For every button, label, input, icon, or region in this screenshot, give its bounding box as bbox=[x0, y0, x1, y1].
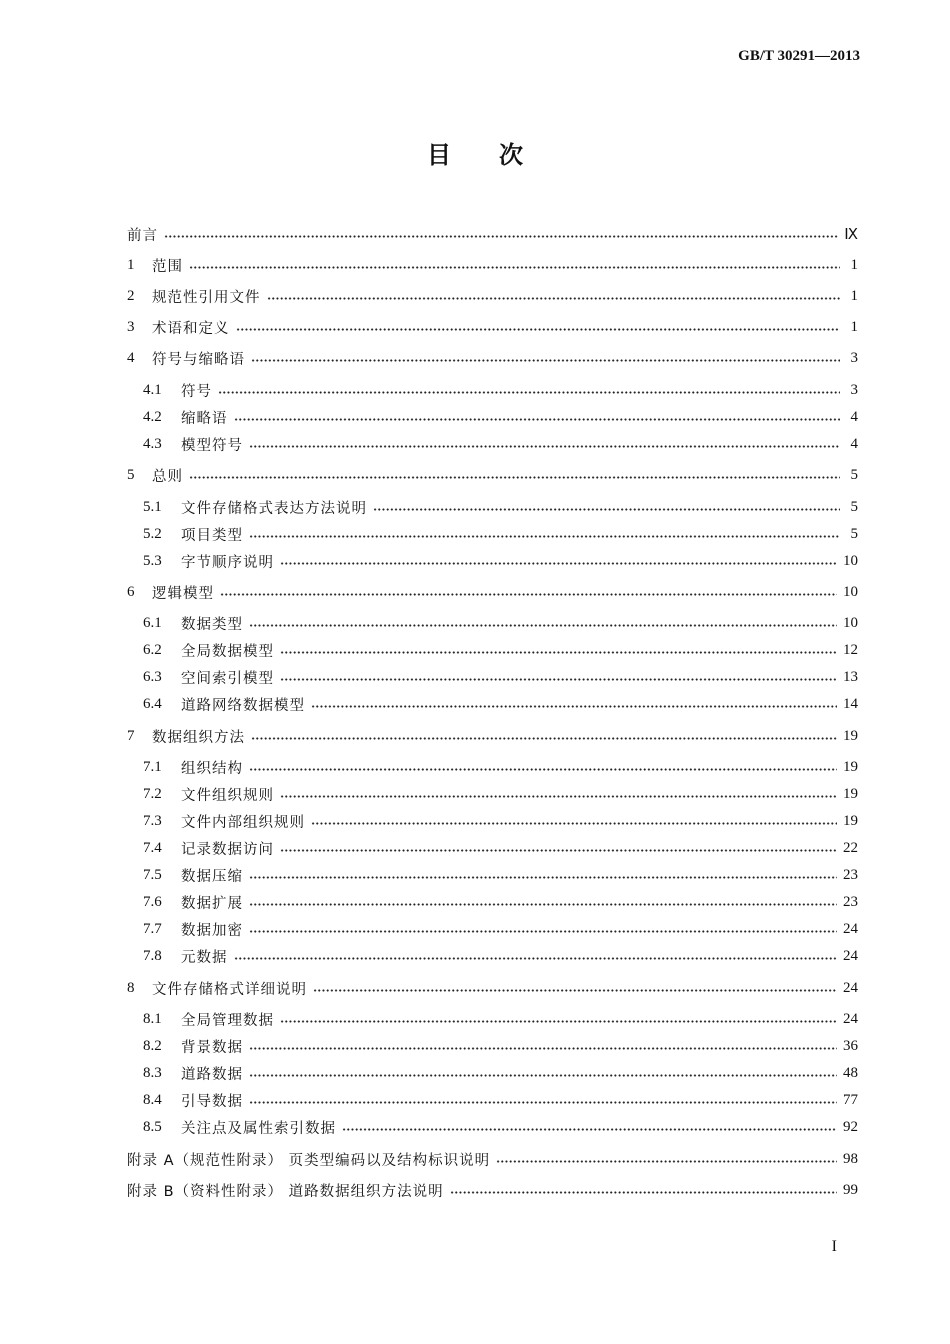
toc-entry-title: 全局管理数据 bbox=[181, 1012, 274, 1029]
toc-entry-title: 规范性引用文件 bbox=[152, 289, 261, 306]
dot-leader bbox=[280, 795, 837, 798]
toc-entry-title: 数据组织方法 bbox=[152, 729, 245, 746]
toc-entry[interactable] bbox=[127, 464, 858, 486]
toc-entry-title: 符号 bbox=[181, 383, 212, 400]
toc-entry-page: 36 bbox=[843, 1037, 858, 1054]
toc-entry-page: 24 bbox=[843, 979, 858, 996]
dot-leader bbox=[189, 476, 840, 479]
toc-entry-number: 8.3 bbox=[143, 1064, 162, 1081]
toc-entry-page: 24 bbox=[843, 1010, 858, 1027]
toc-entry[interactable] bbox=[143, 379, 858, 401]
toc-entry-title: 术语和定义 bbox=[152, 320, 230, 337]
toc-entry-number: 8.2 bbox=[143, 1037, 162, 1054]
toc-entry-number: 6.3 bbox=[143, 668, 162, 685]
dot-leader bbox=[249, 535, 840, 538]
toc-entry[interactable] bbox=[143, 1008, 858, 1030]
toc-entry-page: 1 bbox=[850, 318, 858, 335]
toc-entry[interactable] bbox=[143, 433, 858, 455]
toc-entry-page: 4 bbox=[850, 408, 858, 425]
toc-entry-page: 92 bbox=[843, 1118, 858, 1135]
toc-entry-title: 附录 B（资料性附录） 道路数据组织方法说明 bbox=[127, 1183, 444, 1200]
dot-leader bbox=[249, 903, 837, 906]
toc-entry[interactable] bbox=[127, 1148, 858, 1170]
toc-entry-page: 77 bbox=[843, 1091, 858, 1108]
toc-entry[interactable] bbox=[127, 1179, 858, 1201]
toc-entry-number: 7.1 bbox=[143, 758, 162, 775]
toc-entry-number: 4 bbox=[127, 349, 135, 366]
toc-entry-title: 文件组织规则 bbox=[181, 787, 274, 804]
dot-leader bbox=[249, 1074, 837, 1077]
page-title: 目次 bbox=[427, 141, 571, 169]
toc-entry[interactable] bbox=[127, 347, 858, 369]
toc-entry-number: 6.2 bbox=[143, 641, 162, 658]
dot-leader bbox=[280, 1020, 837, 1023]
toc-entry[interactable] bbox=[127, 725, 858, 747]
toc-entry[interactable] bbox=[143, 1089, 858, 1111]
toc-entry-title: 缩略语 bbox=[181, 410, 228, 427]
toc-entry-page: 48 bbox=[843, 1064, 858, 1081]
toc-entry-number: 5.3 bbox=[143, 552, 162, 569]
dot-leader bbox=[280, 849, 837, 852]
toc-entry[interactable] bbox=[127, 581, 858, 603]
dot-leader bbox=[189, 266, 840, 269]
toc-entry-number: 5.1 bbox=[143, 498, 162, 515]
toc-entry-page: 10 bbox=[843, 583, 858, 600]
toc-entry[interactable] bbox=[143, 693, 858, 715]
dot-leader bbox=[234, 418, 841, 421]
toc-entry-page: 5 bbox=[850, 525, 858, 542]
toc-entry[interactable] bbox=[143, 918, 858, 940]
toc-entry-number: 7.8 bbox=[143, 947, 162, 964]
dot-leader bbox=[280, 651, 837, 654]
toc-entry-number: 7.6 bbox=[143, 893, 162, 910]
toc-entry[interactable] bbox=[143, 945, 858, 967]
toc-entry-number: 2 bbox=[127, 287, 135, 304]
toc-entry-page: 5 bbox=[850, 466, 858, 483]
toc-entry-number: 6.1 bbox=[143, 614, 162, 631]
toc-entry[interactable] bbox=[143, 837, 858, 859]
toc-entry[interactable] bbox=[143, 639, 858, 661]
toc-entry[interactable] bbox=[143, 864, 858, 886]
toc-entry[interactable] bbox=[143, 550, 858, 572]
dot-leader bbox=[280, 678, 837, 681]
toc-entry-number: 7.5 bbox=[143, 866, 162, 883]
toc-entry-page: 22 bbox=[843, 839, 858, 856]
toc-entry-page: 10 bbox=[843, 552, 858, 569]
toc-entry-title: 引导数据 bbox=[181, 1093, 243, 1110]
dot-leader bbox=[313, 989, 837, 992]
dot-leader bbox=[251, 359, 840, 362]
toc-entry-page: 19 bbox=[843, 758, 858, 775]
dot-leader bbox=[249, 624, 837, 627]
toc-entry-number: 7.3 bbox=[143, 812, 162, 829]
toc-entry-title: 范围 bbox=[152, 258, 183, 275]
toc-entry-page: 23 bbox=[843, 893, 858, 910]
toc-entry-title: 文件存储格式详细说明 bbox=[152, 981, 307, 998]
dot-leader bbox=[311, 705, 837, 708]
toc-entry-title: 记录数据访问 bbox=[181, 841, 274, 858]
toc-entry-page: 19 bbox=[843, 727, 858, 744]
toc-entry-number: 7.4 bbox=[143, 839, 162, 856]
toc-entry-title: 数据扩展 bbox=[181, 895, 243, 912]
toc-entry-title: 元数据 bbox=[181, 949, 228, 966]
toc-entry-title: 道路数据 bbox=[181, 1066, 243, 1083]
toc-entry-number: 5.2 bbox=[143, 525, 162, 542]
dot-leader bbox=[249, 768, 837, 771]
dot-leader bbox=[311, 822, 837, 825]
dot-leader bbox=[218, 391, 840, 394]
dot-leader bbox=[249, 1047, 837, 1050]
toc-entry-title: 逻辑模型 bbox=[152, 585, 214, 602]
toc-entry-page: 10 bbox=[843, 614, 858, 631]
toc-entry-title: 数据压缩 bbox=[181, 868, 243, 885]
toc-entry[interactable] bbox=[127, 223, 858, 245]
toc-entry[interactable] bbox=[127, 285, 858, 307]
toc-entry-number: 8 bbox=[127, 979, 135, 996]
dot-leader bbox=[450, 1191, 837, 1194]
toc-entry-title: 全局数据模型 bbox=[181, 643, 274, 660]
dot-leader bbox=[267, 297, 841, 300]
toc-entry-number: 7.2 bbox=[143, 785, 162, 802]
toc-entry-title: 文件存储格式表达方法说明 bbox=[181, 500, 367, 517]
toc-entry-page: Ⅸ bbox=[844, 226, 858, 243]
toc-entry-title: 符号与缩略语 bbox=[152, 351, 245, 368]
toc-entry[interactable] bbox=[143, 666, 858, 688]
toc-entry-page: 19 bbox=[843, 812, 858, 829]
toc-entry[interactable] bbox=[143, 756, 858, 778]
toc-entry-title: 组织结构 bbox=[181, 760, 243, 777]
toc-entry[interactable] bbox=[143, 612, 858, 634]
toc-entry-page: 24 bbox=[843, 947, 858, 964]
toc-entry-page: 24 bbox=[843, 920, 858, 937]
toc-entry-page: 19 bbox=[843, 785, 858, 802]
toc-entry-number: 7.7 bbox=[143, 920, 162, 937]
toc-entry[interactable] bbox=[127, 254, 858, 276]
toc-entry-number: 1 bbox=[127, 256, 135, 273]
toc-entry-number: 4.3 bbox=[143, 435, 162, 452]
dot-leader bbox=[234, 957, 838, 960]
toc-entry-number: 8.5 bbox=[143, 1118, 162, 1135]
toc-entry-page: 1 bbox=[850, 287, 858, 304]
toc-entry-page: 12 bbox=[843, 641, 858, 658]
dot-leader bbox=[373, 508, 840, 511]
toc-entry-number: 7 bbox=[127, 727, 135, 744]
toc-entry-title: 空间索引模型 bbox=[181, 670, 274, 687]
dot-leader bbox=[249, 876, 837, 879]
dot-leader bbox=[342, 1128, 837, 1131]
toc-entry-number: 8.4 bbox=[143, 1091, 162, 1108]
toc-entry-number: 8.1 bbox=[143, 1010, 162, 1027]
toc-entry-title: 文件内部组织规则 bbox=[181, 814, 305, 831]
dot-leader bbox=[280, 562, 837, 565]
toc-entry[interactable] bbox=[143, 1035, 858, 1057]
toc-entry-number: 6 bbox=[127, 583, 135, 600]
toc-entry-page: 3 bbox=[850, 349, 858, 366]
toc-entry[interactable] bbox=[143, 783, 858, 805]
toc-entry-title: 道路网络数据模型 bbox=[181, 697, 305, 714]
dot-leader bbox=[164, 235, 838, 238]
toc-entry-number: 4.2 bbox=[143, 408, 162, 425]
toc-entry[interactable] bbox=[143, 810, 858, 832]
toc-entry-number: 3 bbox=[127, 318, 135, 335]
toc-entry-page: 3 bbox=[850, 381, 858, 398]
dot-leader bbox=[249, 930, 837, 933]
toc-entry[interactable] bbox=[127, 977, 858, 999]
toc-entry-page: 13 bbox=[843, 668, 858, 685]
toc-entry-title: 关注点及属性索引数据 bbox=[181, 1120, 336, 1137]
toc-entry-title: 字节顺序说明 bbox=[181, 554, 274, 571]
standard-number: GB/T 30291—2013 bbox=[738, 48, 860, 64]
toc-entry-title: 数据加密 bbox=[181, 922, 243, 939]
toc-entry-page: 14 bbox=[843, 695, 858, 712]
dot-leader bbox=[220, 593, 837, 596]
dot-leader bbox=[496, 1160, 837, 1163]
page-number: I bbox=[831, 1238, 837, 1255]
dot-leader bbox=[249, 445, 840, 448]
toc-entry-title: 数据类型 bbox=[181, 616, 243, 633]
toc-entry[interactable] bbox=[143, 891, 858, 913]
toc-entry-page: 98 bbox=[843, 1150, 858, 1167]
toc-entry-page: 99 bbox=[843, 1181, 858, 1198]
dot-leader bbox=[236, 328, 841, 331]
toc-entry-number: 5 bbox=[127, 466, 135, 483]
toc-entry-title: 项目类型 bbox=[181, 527, 243, 544]
toc-entry[interactable] bbox=[143, 523, 858, 545]
toc-entry-title: 附录 A（规范性附录） 页类型编码以及结构标识说明 bbox=[127, 1152, 491, 1169]
toc-entry[interactable] bbox=[143, 1062, 858, 1084]
toc-entry[interactable] bbox=[143, 1116, 858, 1138]
toc-entry-number: 4.1 bbox=[143, 381, 162, 398]
toc-entry[interactable] bbox=[143, 496, 858, 518]
toc-entry-page: 1 bbox=[850, 256, 858, 273]
toc-entry[interactable] bbox=[127, 316, 858, 338]
dot-leader bbox=[251, 737, 837, 740]
toc-entry-title: 模型符号 bbox=[181, 437, 243, 454]
toc-entry-title: 总则 bbox=[152, 468, 183, 485]
toc-entry-title: 前言 bbox=[127, 227, 158, 244]
toc-entry-page: 23 bbox=[843, 866, 858, 883]
dot-leader bbox=[249, 1101, 837, 1104]
toc-entry[interactable] bbox=[143, 406, 858, 428]
toc-entry-page: 5 bbox=[850, 498, 858, 515]
toc-entry-title: 背景数据 bbox=[181, 1039, 243, 1056]
toc-entry-page: 4 bbox=[850, 435, 858, 452]
toc-entry-number: 6.4 bbox=[143, 695, 162, 712]
